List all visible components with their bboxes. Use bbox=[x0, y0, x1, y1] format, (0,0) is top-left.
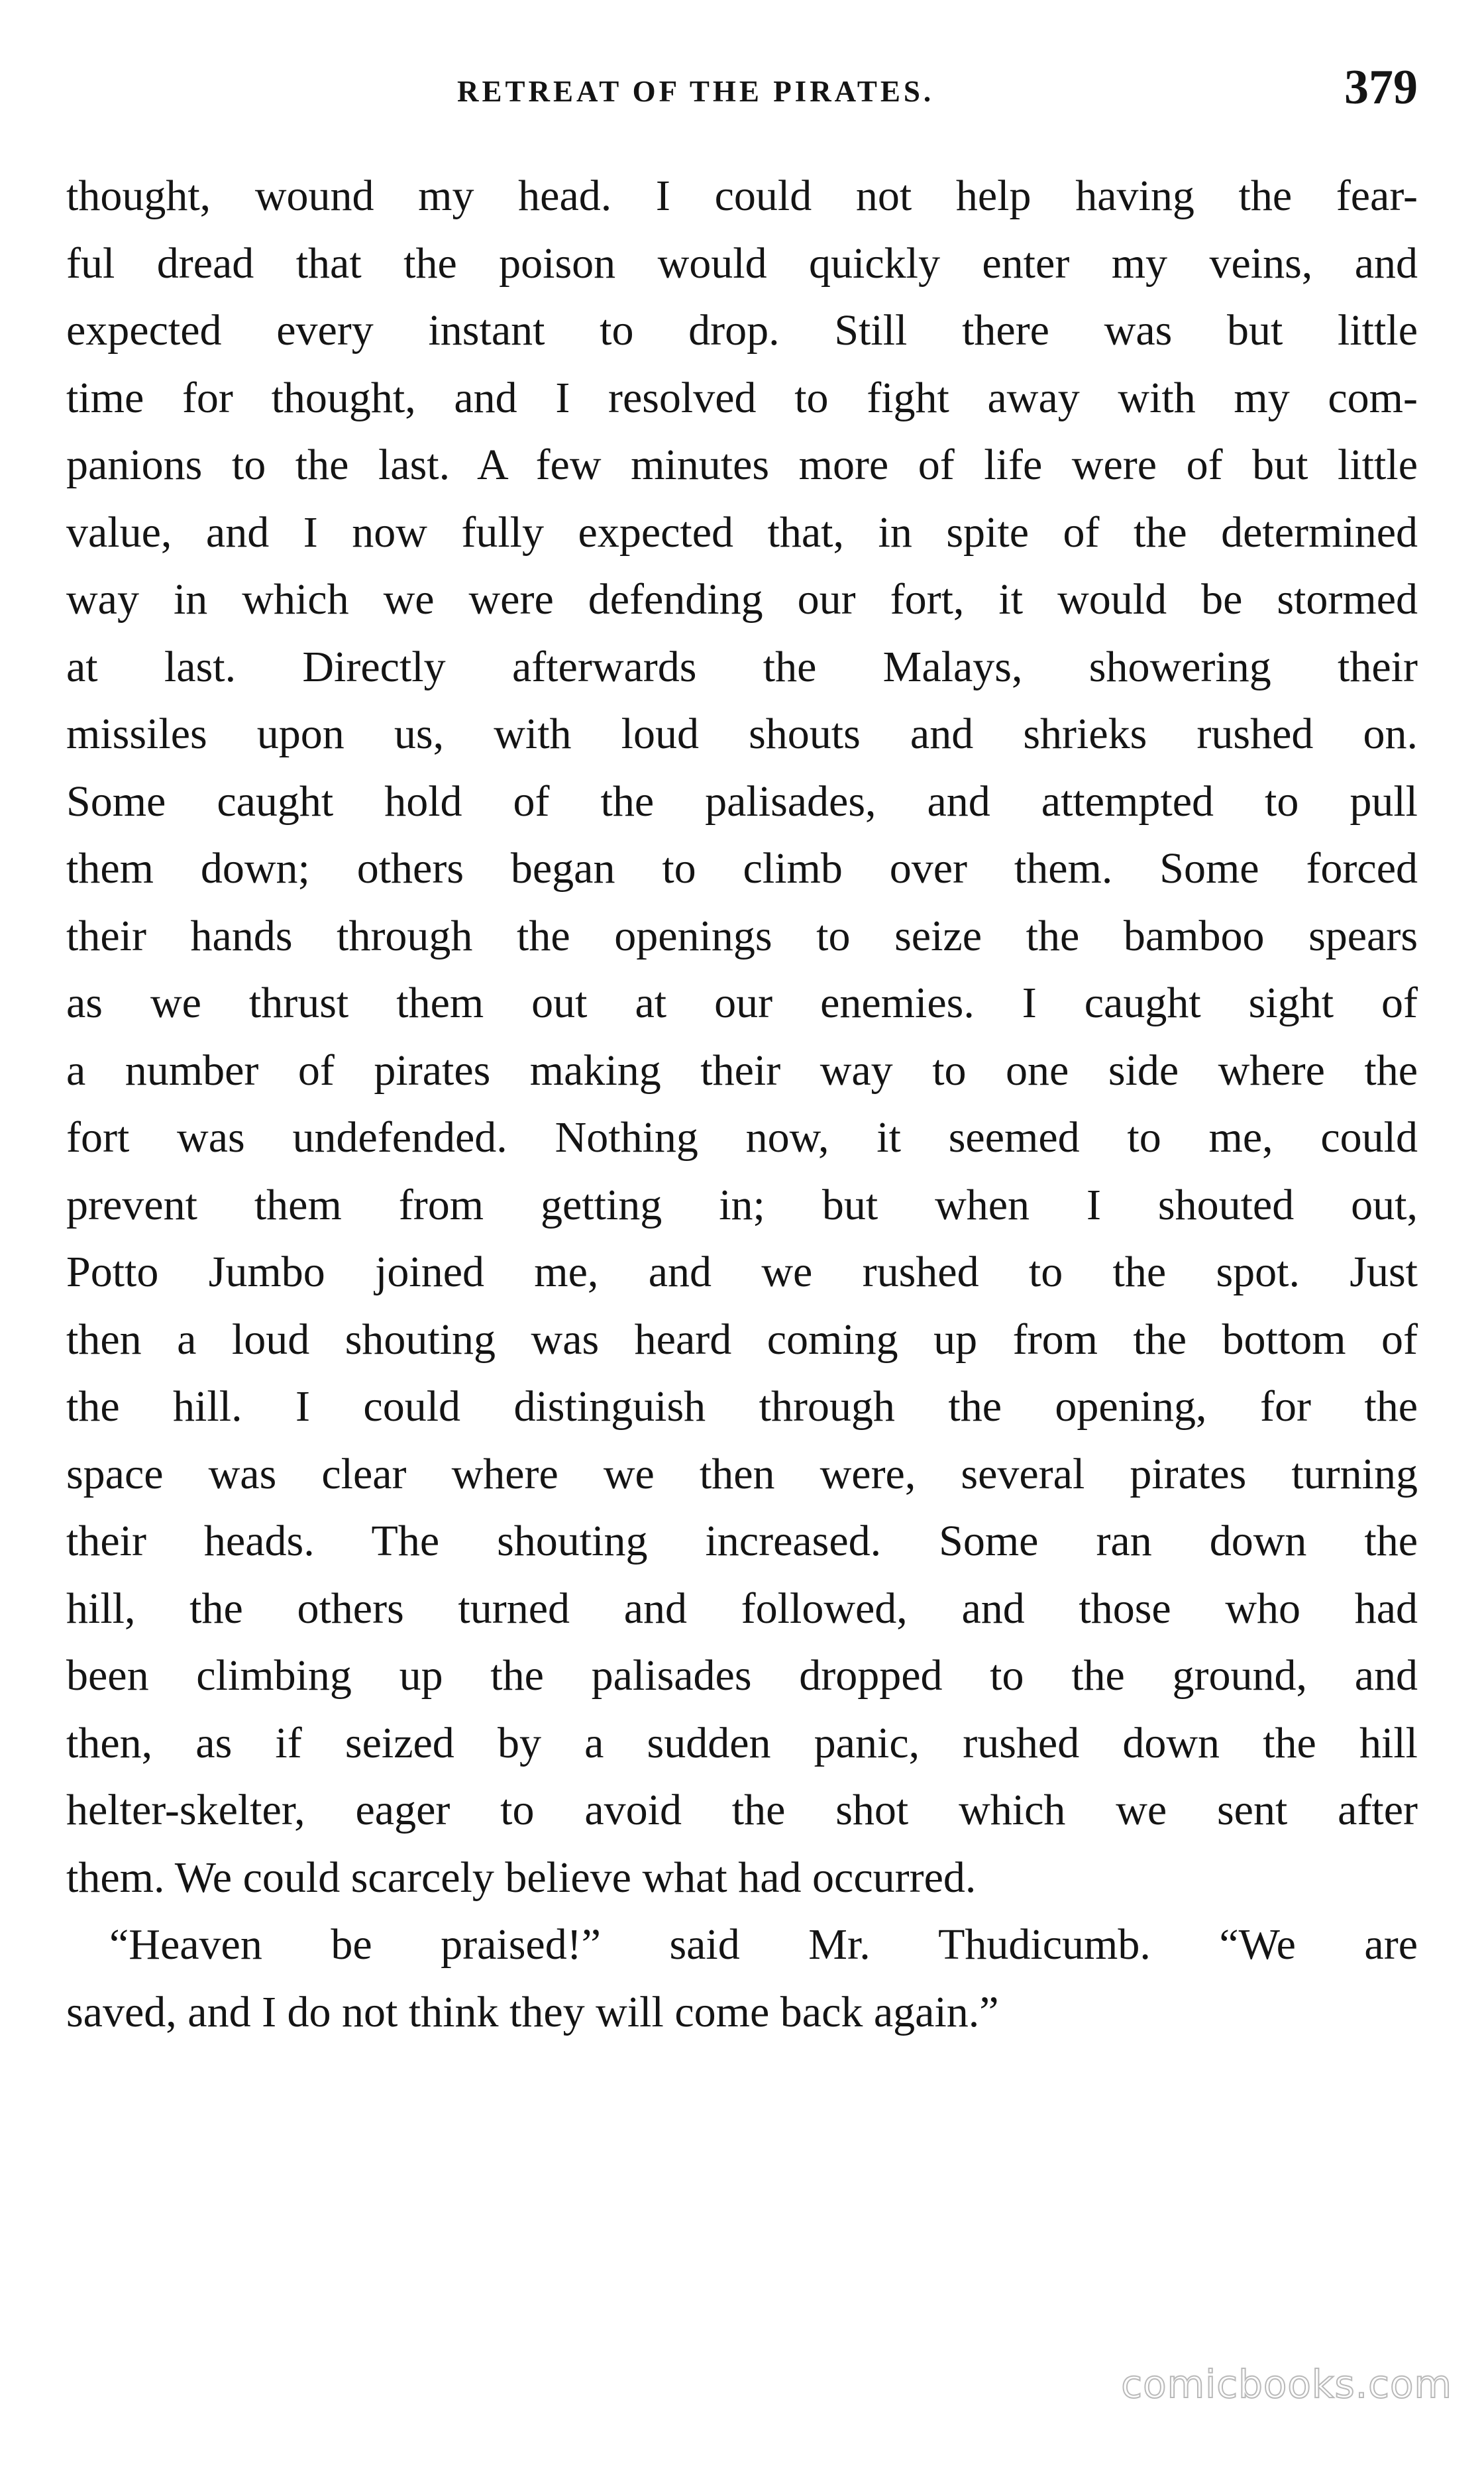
text-line: fort was undefended. Nothing now, it seemed to me, could bbox=[66, 1113, 1418, 1162]
paragraph bbox=[66, 1911, 1418, 2046]
text-line: value, and I now fully expected that, in spite of the determined bbox=[66, 508, 1418, 557]
text-line: prevent them from getting in; but when I shouted out, bbox=[66, 1180, 1418, 1229]
text-line: missiles upon us, with loud shouts and shrieks rushed on. bbox=[66, 710, 1418, 758]
text-line: as we thrust them out at our enemies. I caught sight of bbox=[66, 979, 1418, 1027]
text-line: them down; others began to climb over them. Some forced bbox=[66, 844, 1418, 893]
text-line: way in which we were defending our fort, it would be stormed bbox=[66, 575, 1418, 624]
text-line: them. We could scarcely believe what had occurred. bbox=[66, 1853, 977, 1902]
text-line: been climbing up the palisades dropped to the ground, and bbox=[66, 1651, 1418, 1700]
body-text bbox=[66, 162, 1418, 2046]
text-line: thought, wound my head. I could not help having the fear- bbox=[66, 172, 1418, 220]
text-line: space was clear where we then were, several pirates turning bbox=[66, 1449, 1418, 1498]
text-line: saved, and I do not think they will come back again.” bbox=[66, 1987, 999, 2036]
text-line: “Heaven be praised!” said Mr. Thudicumb. “We are bbox=[109, 1920, 1418, 1969]
text-line: Some caught hold of the palisades, and attempted to pull bbox=[66, 777, 1418, 826]
text-line: panions to the last. A few minutes more of life were of but little bbox=[66, 441, 1418, 489]
text-line: ful dread that the poison would quickly enter my veins, and bbox=[66, 239, 1418, 288]
watermark: comicbooks.com bbox=[1121, 2362, 1452, 2407]
text-line: at last. Directly afterwards the Malays, showering their bbox=[66, 642, 1418, 691]
text-line: helter-skelter, eager to avoid the shot which we sent after bbox=[66, 1786, 1418, 1834]
text-line: then a loud shouting was heard coming up from the bottom of bbox=[66, 1315, 1418, 1364]
text-line: the hill. I could distinguish through the opening, for the bbox=[66, 1382, 1418, 1431]
running-head: RETREAT OF THE PIRATES. bbox=[457, 75, 935, 108]
text-line: their hands through the openings to seize the bamboo spears bbox=[66, 911, 1418, 960]
text-line: time for thought, and I resolved to fight away with my com- bbox=[66, 373, 1418, 422]
text-line: a number of pirates making their way to one side where the bbox=[66, 1046, 1418, 1095]
paragraph bbox=[66, 162, 1418, 1911]
page-number: 379 bbox=[1344, 60, 1418, 115]
text-line: expected every instant to drop. Still there was but little bbox=[66, 306, 1418, 355]
text-line: their heads. The shouting increased. Some ran down the bbox=[66, 1517, 1418, 1565]
text-line: then, as if seized by a sudden panic, rushed down the hill bbox=[66, 1718, 1418, 1767]
text-line: hill, the others turned and followed, and those who had bbox=[66, 1584, 1418, 1633]
text-line: Potto Jumbo joined me, and we rushed to the spot. Just bbox=[66, 1248, 1418, 1296]
page-header bbox=[66, 60, 1418, 133]
